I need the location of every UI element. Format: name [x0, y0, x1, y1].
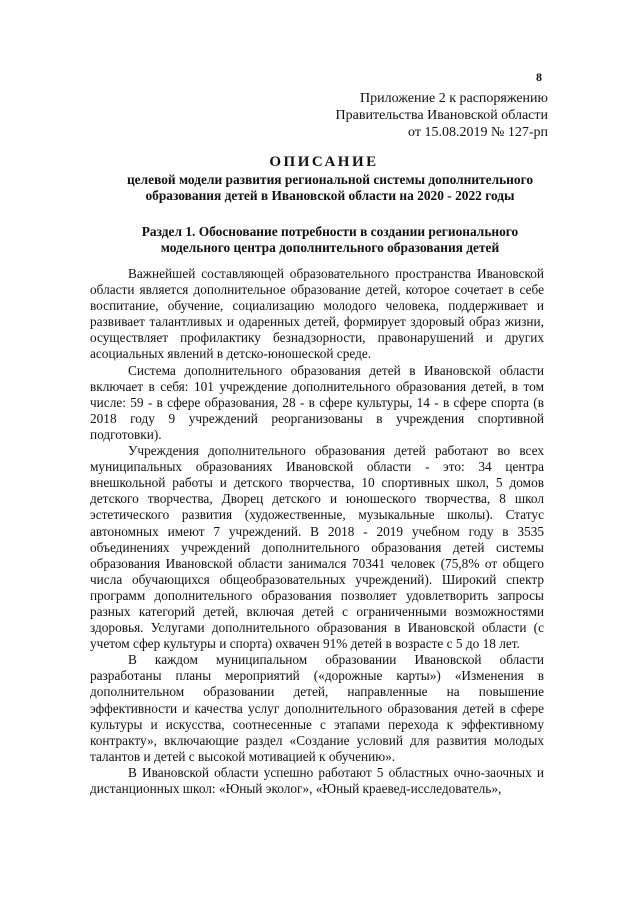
paragraph: В каждом муниципальном образовании Ивановской области разработаны планы мероприятий («дорожные карты») «Изменения в дополнительном образовании детей, направленные на повышение эффективности и качества услуг дополнительного образования детей в сфере культуры и искусства, соотнесенные с этапами перехода к эффективному контракту», включающие раздел «Создание условий для развития молодых талантов и детей с высокой мотивацией к обучению». — [90, 652, 544, 764]
section-heading: Раздел 1. Обоснование потребности в создании регионального модельного центра дополнительного образования детей — [141, 224, 519, 255]
paragraph: В Ивановской области успешно работают 5 областных очно-заочных и дистанционных школ: «Юный эколог», «Юный краевед-исследователь», — [90, 764, 544, 796]
paragraph: Важнейшей составляющей образовательного пространства Ивановской области является дополнительное образование детей, которое сочетает в себе воспитание, обучение, социализацию молодого человека, поддерживает и развивает талантливых и одаренных детей, формирует здоровый образ жизни, осуществляет профилактику безнадзорности, правонарушений и других асоциальных явлений в детско-юношеской среде. — [90, 266, 544, 362]
appendix-line-3: от 15.08.2019 № 127-рп — [408, 125, 548, 140]
paragraph: Система дополнительного образования детей в Ивановской области включает в себя: 101 учреждение дополнительного образования детей, в том числе: 59 - в сфере образования, 28 - в сфере культуры, 14 - в сфере спорта (в 2018 году 9 учреждений реорганизованы в учреждения спортивной подготовки). — [90, 362, 544, 442]
paragraph: Учреждения дополнительного образования детей работают во всех муниципальных образованиях Ивановской области - это: 34 центра внешкольной работы и детского творчества, 10 спортивных школ, 5 домов детского творчества, Дворец детского и юношеского творчества, 8 школ эстетического развития (художественные, музыкальные школы). Статус автономных имеют 7 учреждений. В 2018 - 2019 учебном году в 3535 объединениях учреждений дополнительного образования детей системы образования Ивановской области занималcя 70341 человек (75,8% от общего числа обучающихся общеобразовательных учреждений). Широкий спектр программ дополнительного образования позволяет удовлетворить запросы разных категорий детей, включая детей с ограниченными возможностями здоровья. Услугами дополнительного образования в Ивановской области (с учетом сфер культуры и спорта) охвачен 91% детей в возрасте с 5 до 18 лет. — [90, 443, 544, 652]
appendix-line-2: Правительства Ивановской области — [335, 108, 548, 123]
document-subtitle: целевой модели развития региональной системы дополнительного образования детей в Ивановской области на 2020 - 2022 годы — [126, 172, 534, 203]
appendix-line-1: Приложение 2 к распоряжению — [360, 91, 548, 106]
document-title: ОПИСАНИЕ — [269, 154, 379, 170]
appendix-reference — [288, 90, 548, 141]
body-text — [90, 266, 544, 797]
page-number: 8 — [536, 70, 542, 84]
